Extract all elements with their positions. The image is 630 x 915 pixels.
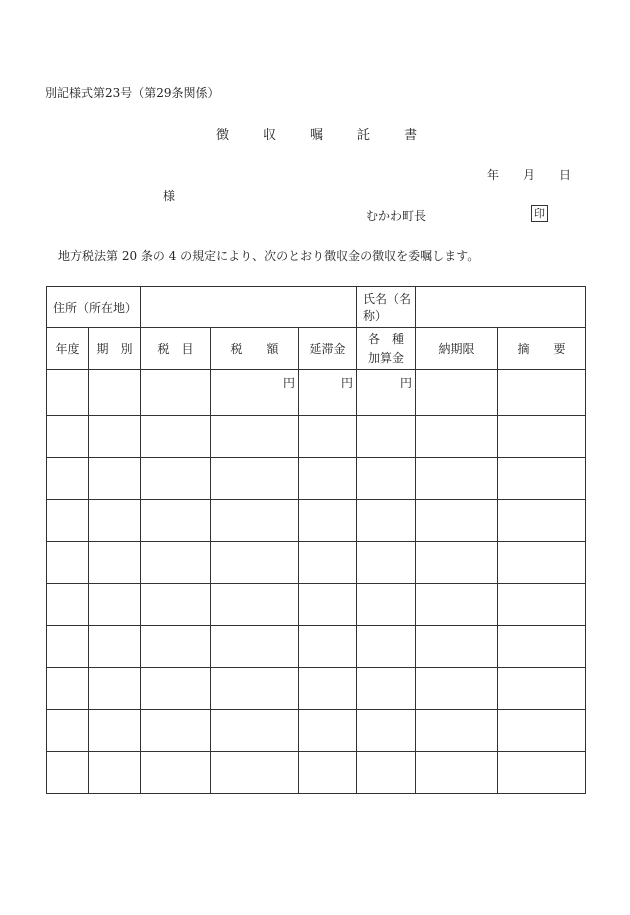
cell[interactable] — [498, 668, 586, 710]
name-label: 氏名（名 称） — [357, 287, 416, 328]
date-year: 年 — [487, 168, 500, 182]
cell[interactable] — [211, 710, 299, 752]
cell[interactable] — [211, 458, 299, 500]
address-row — [47, 287, 586, 328]
cell[interactable] — [416, 370, 498, 416]
table-row — [47, 542, 586, 584]
cell-delinquency[interactable] — [299, 370, 357, 416]
cell[interactable] — [498, 542, 586, 584]
cell[interactable] — [141, 416, 211, 458]
header-delinquency: 延滞金 — [299, 328, 357, 370]
title-char: 収 — [263, 128, 277, 143]
header-surcharge-line2: 加算金 — [368, 350, 405, 365]
cell[interactable] — [416, 584, 498, 626]
title-char: 嘱 — [310, 128, 324, 143]
cell[interactable] — [416, 500, 498, 542]
cell[interactable] — [211, 416, 299, 458]
cell[interactable] — [89, 584, 141, 626]
name-field[interactable] — [416, 287, 586, 328]
cell[interactable] — [299, 710, 357, 752]
cell[interactable] — [141, 710, 211, 752]
cell[interactable] — [47, 710, 89, 752]
cell[interactable] — [47, 458, 89, 500]
cell[interactable] — [89, 542, 141, 584]
header-tax-item: 税 目 — [141, 328, 211, 370]
cell[interactable] — [211, 542, 299, 584]
header-period: 期 別 — [89, 328, 141, 370]
cell[interactable] — [498, 500, 586, 542]
cell[interactable] — [89, 416, 141, 458]
header-remarks: 摘 要 — [498, 328, 586, 370]
cell[interactable] — [498, 416, 586, 458]
cell[interactable] — [141, 370, 211, 416]
cell[interactable] — [416, 458, 498, 500]
cell[interactable] — [299, 458, 357, 500]
cell[interactable] — [89, 626, 141, 668]
cell[interactable] — [357, 416, 416, 458]
cell[interactable] — [498, 626, 586, 668]
recipient-suffix: 様 — [163, 189, 176, 203]
address-field[interactable] — [141, 287, 357, 328]
cell[interactable] — [141, 584, 211, 626]
cell[interactable] — [47, 584, 89, 626]
cell[interactable] — [47, 752, 89, 794]
cell[interactable] — [416, 542, 498, 584]
cell[interactable] — [416, 416, 498, 458]
header-tax-amount: 税 額 — [211, 328, 299, 370]
collection-table — [46, 286, 586, 794]
document-title — [216, 124, 417, 143]
cell[interactable] — [357, 626, 416, 668]
cell[interactable] — [416, 752, 498, 794]
cell[interactable] — [89, 710, 141, 752]
statement-text: 地方税法第 20 条の 4 の規定により、次のとおり徴収金の徴収を委嘱します。 — [58, 249, 480, 263]
cell[interactable] — [299, 542, 357, 584]
title-char: 託 — [357, 128, 371, 143]
cell[interactable] — [357, 542, 416, 584]
cell[interactable] — [299, 416, 357, 458]
cell-surcharge[interactable] — [357, 370, 416, 416]
title-char: 徴 — [216, 128, 230, 143]
cell[interactable] — [357, 710, 416, 752]
cell[interactable] — [89, 370, 141, 416]
header-row — [47, 328, 586, 370]
cell[interactable] — [498, 584, 586, 626]
cell[interactable] — [357, 752, 416, 794]
date-day: 日 — [559, 168, 572, 182]
cell[interactable] — [141, 542, 211, 584]
cell[interactable] — [211, 668, 299, 710]
cell[interactable] — [416, 626, 498, 668]
cell[interactable] — [211, 500, 299, 542]
issuer-name: むかわ町長 — [366, 209, 427, 223]
header-due: 納期限 — [416, 328, 498, 370]
table-row — [47, 416, 586, 458]
table-row — [47, 370, 586, 416]
cell[interactable] — [89, 752, 141, 794]
date-line — [487, 166, 571, 183]
cell[interactable] — [211, 752, 299, 794]
cell[interactable] — [498, 458, 586, 500]
cell[interactable] — [141, 458, 211, 500]
yen-unit: 円 — [341, 376, 354, 390]
cell-tax-amount[interactable] — [211, 370, 299, 416]
table-row — [47, 710, 586, 752]
cell[interactable] — [299, 626, 357, 668]
cell[interactable] — [47, 370, 89, 416]
cell[interactable] — [299, 584, 357, 626]
cell[interactable] — [299, 500, 357, 542]
cell[interactable] — [498, 752, 586, 794]
cell[interactable] — [47, 668, 89, 710]
table-row — [47, 500, 586, 542]
cell[interactable] — [47, 416, 89, 458]
table-row — [47, 752, 586, 794]
yen-unit: 円 — [400, 376, 413, 390]
cell[interactable] — [357, 584, 416, 626]
cell[interactable] — [357, 500, 416, 542]
header-surcharge-line1: 各 種 — [368, 331, 405, 346]
seal-box: 印 — [531, 205, 548, 222]
yen-unit: 円 — [283, 376, 296, 390]
table-row — [47, 458, 586, 500]
cell[interactable] — [47, 542, 89, 584]
cell[interactable] — [89, 458, 141, 500]
form-label: 別記様式第23号（第29条関係） — [45, 86, 220, 100]
cell[interactable] — [299, 668, 357, 710]
cell[interactable] — [89, 500, 141, 542]
cell[interactable] — [89, 668, 141, 710]
cell[interactable] — [47, 500, 89, 542]
cell[interactable] — [357, 668, 416, 710]
cell[interactable] — [211, 626, 299, 668]
cell[interactable] — [141, 500, 211, 542]
cell[interactable] — [141, 668, 211, 710]
cell[interactable] — [211, 584, 299, 626]
header-surcharge — [357, 328, 416, 370]
cell[interactable] — [498, 710, 586, 752]
cell[interactable] — [416, 668, 498, 710]
cell[interactable] — [47, 626, 89, 668]
table-row — [47, 584, 586, 626]
cell[interactable] — [141, 752, 211, 794]
cell[interactable] — [357, 458, 416, 500]
cell[interactable] — [416, 710, 498, 752]
cell[interactable] — [299, 752, 357, 794]
table-row — [47, 626, 586, 668]
date-month: 月 — [523, 168, 536, 182]
cell[interactable] — [141, 626, 211, 668]
title-char: 書 — [404, 128, 418, 143]
address-label: 住所（所在地） — [47, 287, 141, 328]
table-row — [47, 668, 586, 710]
cell[interactable] — [498, 370, 586, 416]
header-year: 年度 — [47, 328, 89, 370]
